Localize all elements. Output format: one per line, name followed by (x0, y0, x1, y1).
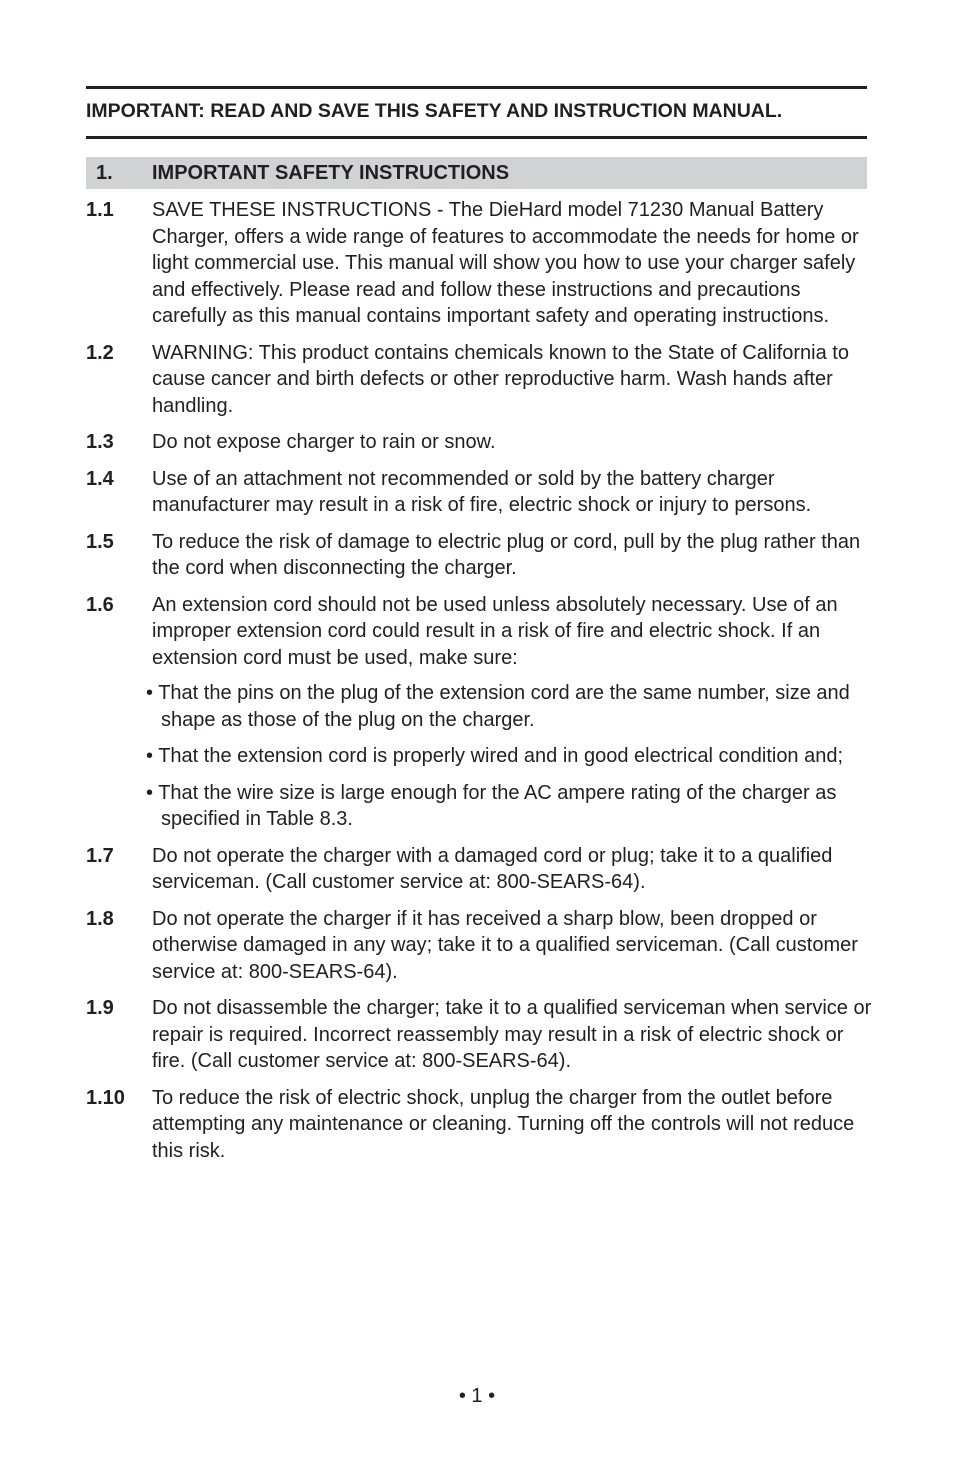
item-number: 1.2 (86, 341, 114, 364)
item-text: To reduce the risk of damage to electric plug or cord, pull by the plug rather than the cord when disconnecting the charger. (152, 530, 861, 579)
item-text: To reduce the risk of electric shock, unplug the charger from the outlet before attempting any maintenance or cleaning. Turning off the controls will not reduce this risk. (152, 1086, 855, 1162)
page-number: • 1 • (458, 1385, 496, 1407)
instruction-item (86, 592, 876, 672)
instruction-list (86, 197, 876, 1174)
bullet-item: • That the extension cord is properly wired and in good electrical condition and; (146, 745, 844, 767)
bullet-item: • That the wire size is large enough for the AC ampere rating of the charger as specified in Table 8.3. (146, 781, 837, 830)
bullet-item: • That the pins on the plug of the extension cord are the same number, size and shape as those of the plug on the charger. (146, 682, 850, 731)
item-number: 1.7 (86, 844, 114, 867)
item-number: 1.5 (86, 530, 114, 553)
item-text: SAVE THESE INSTRUCTIONS - The DieHard model 71230 Manual Battery Charger, offers a wide range of features to accommodate the needs for home or light commercial use. This manual will show you how to use your charger safely and effectively. Please read and follow these instructions and precautions carefully as this manual contains important safety and operating instructions. (152, 199, 859, 327)
section-title: IMPORTANT SAFETY INSTRUCTIONS (152, 162, 510, 184)
section-header (86, 157, 867, 189)
item-text: Do not operate the charger with a damaged cord or plug; take it to a qualified serviceman. (Call customer service at: 800-SEARS-64). (152, 844, 833, 893)
item-text: WARNING: This product contains chemicals known to the State of California to cause cancer and birth defects or other reproductive harm. Wash hands after handling. (152, 341, 849, 417)
instruction-item (86, 429, 876, 456)
instruction-item (86, 1085, 876, 1165)
item-text: Do not expose charger to rain or snow. (152, 431, 496, 453)
item-number: 1.4 (86, 467, 114, 490)
instruction-item (86, 906, 876, 986)
item-number: 1.8 (86, 907, 114, 930)
item-number: 1.1 (86, 199, 114, 221)
item-text: Do not operate the charger if it has received a sharp blow, been dropped or otherwise damaged in any way; take it to a qualified serviceman. (Call customer service at: 800-SEARS-64). (152, 907, 858, 983)
instruction-item (86, 466, 876, 519)
item-text: An extension cord should not be used unless absolutely necessary. Use of an improper extension cord could result in a risk of fire and electric shock. If an extension cord must be used, make sure: (152, 593, 838, 669)
item-text: Do not disassemble the charger; take it to a qualified serviceman when service or repair is required. Incorrect reassembly may result in a risk of electric shock or fire. (Call customer service at: 800-SEARS-64). (152, 997, 872, 1072)
instruction-item (86, 529, 876, 582)
item-number: 1.3 (86, 431, 114, 453)
important-notice: IMPORTANT: READ AND SAVE THIS SAFETY AND INSTRUCTION MANUAL. (86, 100, 783, 122)
item-text: Use of an attachment not recommended or sold by the battery charger manufacturer may result in a risk of fire, electric shock or injury to persons. (152, 467, 812, 516)
instruction-item (86, 197, 876, 330)
extension-cord-bullets (146, 680, 876, 833)
instruction-item (86, 995, 876, 1075)
instruction-item (86, 843, 876, 896)
item-number: 1.10 (86, 1086, 125, 1109)
instruction-item (86, 340, 876, 420)
top-rule (86, 86, 867, 89)
item-number: 1.9 (86, 997, 114, 1019)
item-number: 1.6 (86, 593, 114, 616)
section-number: 1. (96, 162, 113, 184)
bottom-rule (86, 136, 867, 139)
